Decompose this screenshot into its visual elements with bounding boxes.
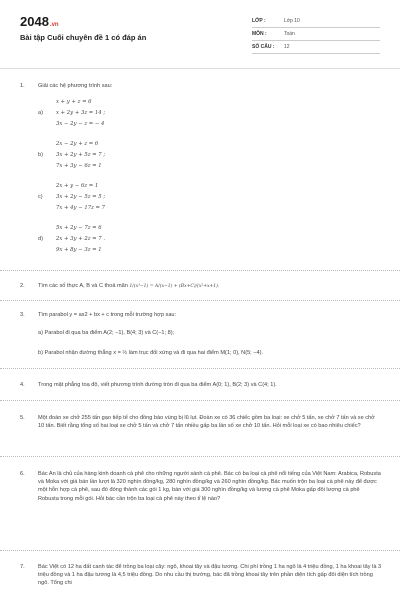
meta-count: SỐ CÂU : 12 — [252, 41, 380, 54]
meta-info — [252, 15, 380, 54]
section-divider — [0, 300, 400, 301]
question-4: 4. Trong mặt phẳng toạ độ, viết phương trình đường tròn đi qua ba điểm A(0; 1), B(2; 3) và C(4; 1). — [20, 382, 277, 388]
formula: 1/(x³−1) = A/(x−1) + (Bx+C)/(x²+x+1). — [129, 284, 220, 289]
question-text: Giải các hệ phương trình sau: — [38, 83, 113, 89]
site-logo[interactable]: 2048.vn — [20, 14, 59, 29]
section-divider — [0, 368, 400, 369]
question-3: 3. Tìm parabol y = ax2 + bx + c trong mỗi trường hợp sau: — [20, 312, 177, 318]
question-5: 5. Một đoàn xe chở 255 tấn gạo tiếp tế cho đồng bào vùng bị lũ lụt. Đoàn xe có 36 chiếc gồm ba loại: xe chở 5 tấn, xe chở 7 tấn và xe chở 10 tấn. Biết rằng tổng số hai loại xe chở 5 tấn và chở 7 tấn nhiều gấp ba lần số xe chở 10 tấn. Hỏi mỗi loại xe có bao nhiêu chiếc? — [20, 415, 375, 430]
question-2: 2. Tìm các số thực A, B và C thoả mãn 1/(x³−1) = A/(x−1) + (Bx+C)/(x²+x+1). — [20, 283, 220, 289]
question-3-a: a) Parabol đi qua ba điểm A(2; −1), B(4; 3) và C(−1; 8); — [38, 330, 175, 336]
section-divider — [0, 550, 400, 551]
question-1 — [20, 82, 382, 90]
question-6: 6. Bác An là chủ của hàng kinh doanh cà phê cho những người sành cà phê. Bác có ba loại cà phê nổi tiếng của Việt Nam: Arabica, Robusta và Moka với giá bán lần lượt là 320 nghìn đồng/kg, 280 nghìn đồng/kg và 260 nghìn đồng/kg. Bác muốn trộn ba loại cà phê này để được một hỗn hợp cà phê, sau đó đóng thành các gói 1 kg, bán với giá 300 nghìn đồng/kg và lượng cà phê Moka gấp đôi lượng cà phê Robusta trong mỗi gói. Hỏi bác cần trộn ba loại cà phê này theo tỉ lệ nào? — [20, 471, 381, 502]
section-divider — [0, 456, 400, 457]
section-divider — [0, 400, 400, 401]
question-3-b: b) Parabol nhận đường thẳng x = ½ làm trục đối xứng và đi qua hai điểm M(1; 0), N(5; −4). — [38, 350, 264, 356]
question-7: 7. Bác Việt có 12 ha đất canh tác để trồng ba loại cây: ngô, khoai tây và đậu tương. Chi phí trồng 1 ha ngô là 4 triệu đồng, 1 ha khoai tây là 3 triệu đồng và 1 ha đậu tương là 4,5 triệu đồng. Do nhu cầu thị trường, bác đã trồng khoai tây trên phần diện tích gấp đôi diện tích trồng ngô. Tổng chi — [20, 564, 382, 587]
header-divider — [0, 68, 400, 69]
meta-subject: MÔN : Toán — [252, 28, 380, 41]
document-title: Bài tập Cuối chuyên đề 1 có đáp án — [20, 33, 147, 42]
section-divider — [0, 270, 400, 271]
question-number: 1. — [20, 83, 25, 89]
meta-class: LỚP : Lớp 10 — [252, 15, 380, 28]
